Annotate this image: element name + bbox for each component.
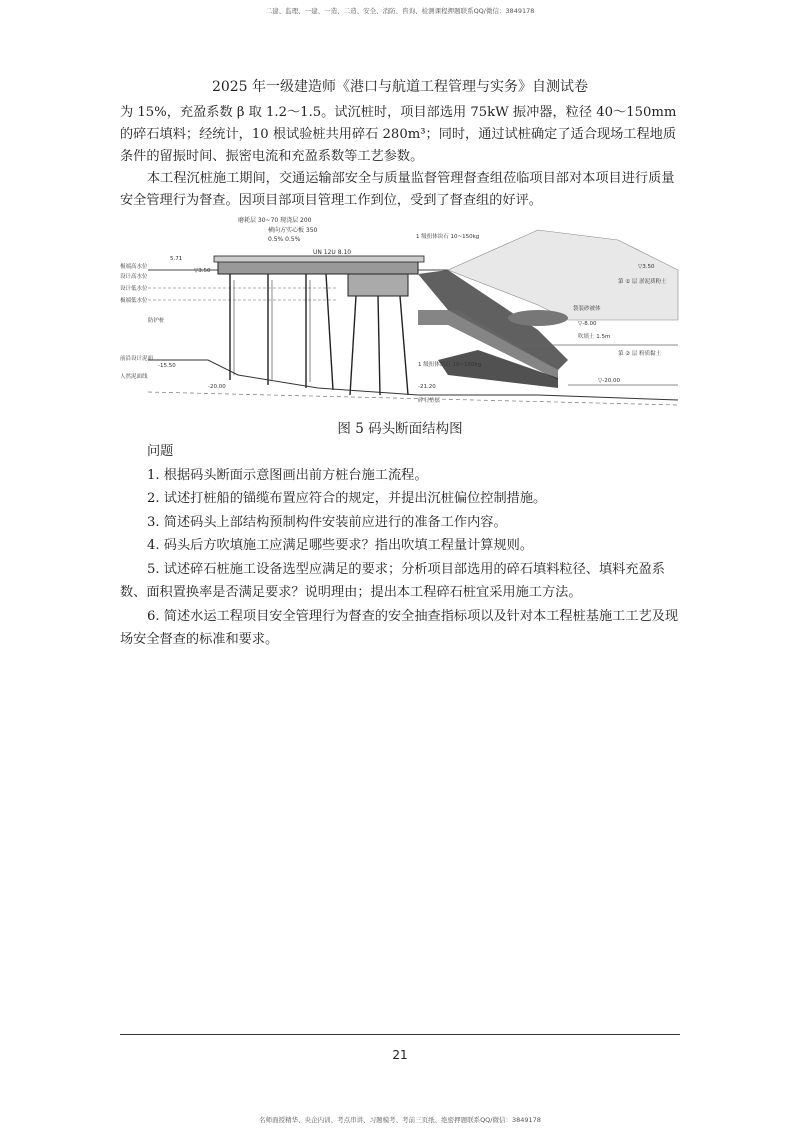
question-item: 3. 简述码头上部结构预制构件安装前应进行的准备工作内容。 [147, 514, 507, 530]
figure-caption: 图 5 码头断面结构图 [337, 421, 463, 437]
elev-6: -21.20 [418, 384, 436, 390]
label-right-3: 吹填土 1.5m [578, 334, 611, 340]
question-item: 2. 试述打桩船的锚缆布置应符合的规定，并提出沉桩偏位控制措施。 [147, 491, 547, 506]
label-left-3: 设计低水位 [120, 286, 148, 292]
question-item: 1. 根据码头断面示意图画出前方桩台施工流程。 [147, 467, 428, 483]
bottom-watermark-note: 名师面授精华、央企内训、考点串讲、习题模考、考前三页纸、绝密押题联系QQ/微信：3849178 [259, 1116, 541, 1124]
label-right-5: 第 ② 层 粉质黏土 [618, 351, 662, 357]
question-item: 4. 码头后方吹填施工应满足哪些要求？指出吹填工程量计算规则。 [147, 538, 534, 553]
label-left-6: 人然泥面线 [120, 374, 148, 380]
label-top-a: 磨耗层 30~70 现浇层 200 [238, 217, 312, 224]
label-top-c: 0.5% 0.5% [268, 236, 301, 243]
elev-3: ▽3.50 [638, 264, 655, 270]
label-left-4: 极端低水位 [120, 298, 148, 304]
page-number: 21 [392, 1048, 408, 1062]
top-watermark-note: 二建、监理、一建、一造、二造、安全、消防、咨询、检测课程押题联系QQ/微信：3849178 [265, 7, 535, 15]
body-paragraph-2 [120, 168, 682, 212]
wharf-section-figure [118, 210, 684, 410]
paragraph-text: 为 15%，充盈系数 β 取 1.2～1.5。试沉桩时，项目部选用 75kW 振冲器，粒径 40～150mm 的碎石填料；经统计，10 根试验桩共用碎石 280m³；同时，通过试桩确定了适合现场工程地质条件的留振时间、振密电流和充盈系数等工艺参数。 [120, 105, 677, 164]
paragraph-text: 本工程沉桩施工期间，交通运输部安全与质量监督管理督查组莅临项目部对本项目进行质量安全管理行为督查。因项目部项目管理工作到位，受到了督查组的好评。 [120, 171, 675, 208]
elev-1: 5.71 [170, 256, 183, 262]
label-top-b: 横向方实心板 350 [268, 227, 318, 234]
question-item: 6. 简述水运工程项目安全管理行为督查的安全抽查指标项以及针对本工程桩基施工工艺及现场安全督查的标准和要求。 [120, 608, 679, 647]
label-top-d: UN 12U 8.10 [313, 249, 352, 256]
body-paragraph-1 [120, 102, 682, 168]
elev-4: -15.50 [158, 363, 176, 369]
footer-divider [120, 1034, 680, 1035]
label-left-7: 防护桩 [148, 318, 165, 324]
label-right-6: ▽-8.00 [578, 321, 597, 327]
label-left-1: 极端高水位 [120, 264, 148, 270]
questions-section [120, 440, 682, 652]
elev-5: -20.00 [208, 384, 226, 390]
questions-heading: 问题 [147, 444, 174, 459]
document-title: 2025 年一级建造师《港口与航道工程管理与实务》自测试卷 [211, 79, 589, 95]
elev-2: ▽3.50 [194, 268, 211, 274]
label-left-5: 前沿设计泥面 [120, 356, 154, 362]
label-right-4: 第 ① 层 淤泥质粉土 [618, 279, 667, 285]
question-item: 5. 试述碎石桩施工设备选型应满足的要求；分析项目部选用的碎石填料粒径、填料充盈系数、面积置换率是否满足要求？说明理由；提出本工程碎石桩宜采用施工方法。 [120, 561, 665, 600]
label-right-2: 袋装砂被体 [573, 306, 601, 312]
wharf-section-drawing [118, 210, 684, 410]
label-left-2: 设计高水位 [120, 274, 148, 280]
label-right-9: 碎石垫层 [418, 398, 441, 404]
label-right-7: ▽-20.00 [598, 378, 620, 384]
label-right-8: 1 级扭体块石 10~150kg [418, 362, 482, 368]
label-right-1: 1 级扭体块石 10~150kg [416, 234, 480, 240]
